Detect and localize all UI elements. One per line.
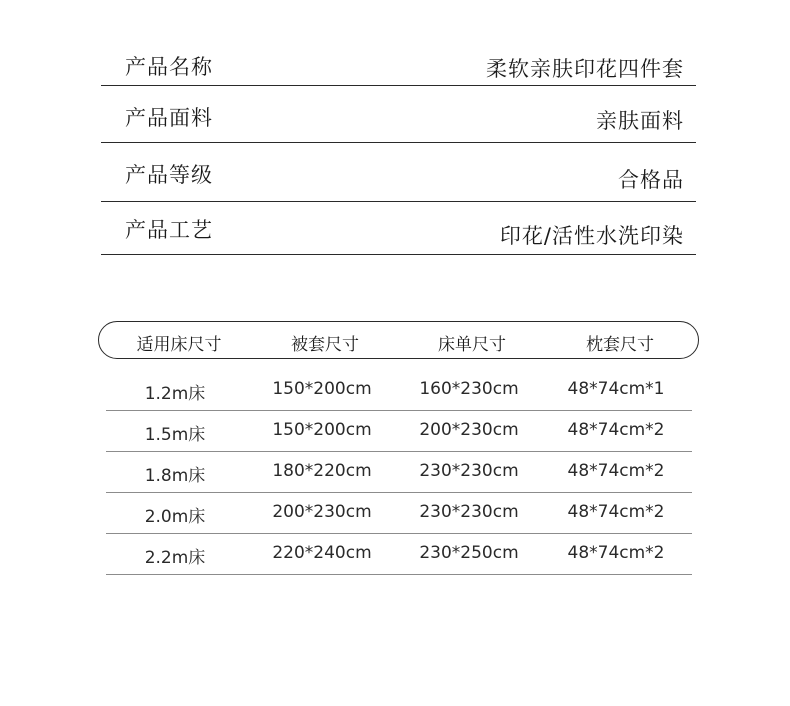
table-row [106, 411, 692, 452]
cell-duvet: 150*200cm [272, 420, 372, 440]
cell-duvet: 180*220cm [272, 461, 372, 481]
cell-sheet: 230*230cm [419, 502, 519, 522]
cell-pillowcase: 48*74cm*2 [567, 543, 665, 563]
cell-sheet: 200*230cm [419, 420, 519, 440]
cell-sheet: 230*250cm [419, 543, 519, 563]
size-table-header [98, 321, 699, 359]
spec-row-name [101, 36, 696, 86]
spec-label: 产品工艺 [125, 218, 213, 242]
spec-value: 柔软亲肤印花四件套 [486, 57, 684, 81]
header-bed-size: 适用床尺寸 [136, 335, 222, 355]
table-row [106, 370, 692, 411]
size-table [98, 321, 699, 568]
spec-row-grade [101, 143, 696, 202]
table-row [106, 534, 692, 575]
cell-pillowcase: 48*74cm*1 [567, 379, 665, 399]
cell-sheet: 160*230cm [419, 379, 519, 399]
table-row [106, 493, 692, 534]
cell-bed: 1.2m床 [144, 384, 206, 404]
spec-value: 亲肤面料 [596, 109, 684, 133]
header-duvet-size: 被套尺寸 [291, 335, 359, 355]
cell-sheet: 230*230cm [419, 461, 519, 481]
cell-duvet: 200*230cm [272, 502, 372, 522]
header-pillowcase-size: 枕套尺寸 [586, 335, 654, 355]
cell-bed: 2.2m床 [144, 548, 206, 568]
size-table-body [106, 370, 692, 575]
table-row [106, 452, 692, 493]
cell-pillowcase: 48*74cm*2 [567, 420, 665, 440]
spec-row-craft [101, 202, 696, 255]
cell-bed: 2.0m床 [144, 507, 206, 527]
cell-bed: 1.8m床 [144, 466, 206, 486]
spec-value: 合格品 [618, 168, 684, 192]
cell-pillowcase: 48*74cm*2 [567, 502, 665, 522]
header-sheet-size: 床单尺寸 [438, 335, 506, 355]
cell-duvet: 220*240cm [272, 543, 372, 563]
spec-label: 产品等级 [125, 163, 213, 187]
spec-row-fabric [101, 86, 696, 143]
cell-bed: 1.5m床 [144, 425, 206, 445]
cell-duvet: 150*200cm [272, 379, 372, 399]
spec-label: 产品面料 [125, 106, 213, 130]
spec-label: 产品名称 [125, 55, 213, 79]
product-spec-list [101, 36, 696, 255]
spec-value: 印花/活性水洗印染 [499, 224, 684, 248]
cell-pillowcase: 48*74cm*2 [567, 461, 665, 481]
